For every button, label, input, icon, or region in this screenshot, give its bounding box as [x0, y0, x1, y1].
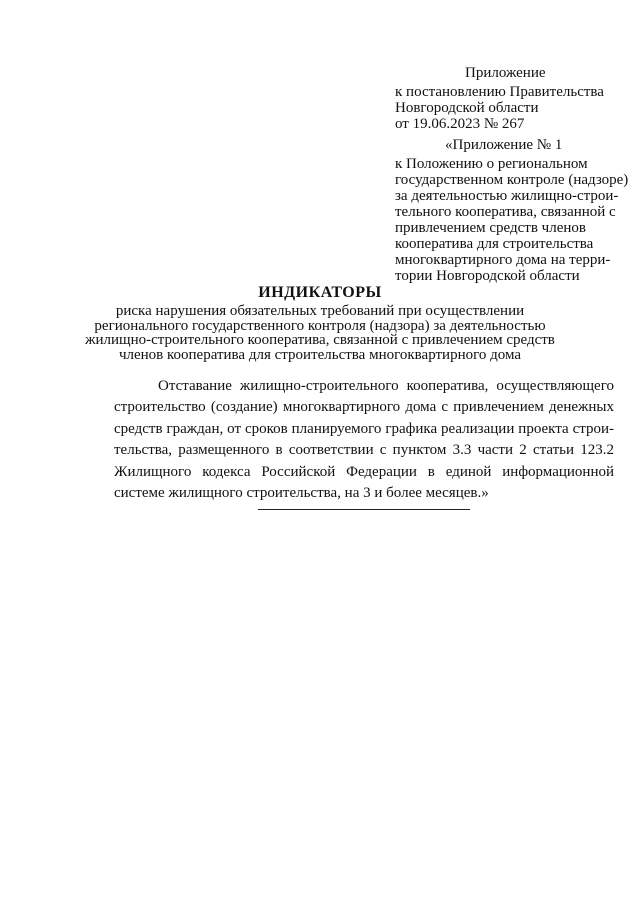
paragraph-line: средств граждан, от сроков планируемого графика реализации проекта строи- [114, 420, 614, 437]
paragraph-line: тельства, размещенного в соответствии с пунктом 3.3 части 2 статьи 123.2 [114, 442, 614, 459]
document-subtitle [0, 304, 640, 362]
document-title: ИНДИКАТОРЫ [258, 284, 382, 301]
appendix-line: от 19.06.2023 № 267 [395, 116, 525, 132]
inner-appendix-line: тельного кооператива, связанной с [395, 204, 616, 220]
inner-appendix-line: за деятельностью жилищно-строи- [395, 188, 619, 204]
appendix-title: Приложение [465, 65, 546, 81]
paragraph-line: Жилищного кодекса Российской Федерации в единой информационной [114, 463, 614, 480]
appendix-line: Новгородской области [395, 100, 539, 116]
indicator-paragraph [114, 376, 614, 504]
inner-appendix-title: «Приложение № 1 [445, 137, 563, 153]
inner-appendix-line: к Положению о региональном [395, 156, 588, 172]
subtitle-line: членов кооператива для строительства многоквартирного дома [118, 346, 522, 363]
appendix-line: к постановлению Правительства [395, 84, 604, 100]
appendix-reference [395, 84, 604, 132]
paragraph-line: системе жилищного строительства, на 3 и более месяцев.» [114, 485, 489, 502]
subtitle-line: регионального государственного контроля (надзора) за деятельностью [94, 317, 546, 334]
subtitle-line: жилищно-строительного кооператива, связанной с привлечением средств [85, 332, 555, 348]
inner-appendix-line: многоквартирного дома на терри- [395, 252, 611, 268]
inner-appendix-reference [395, 156, 628, 284]
inner-appendix-line: тории Новгородской области [395, 268, 580, 284]
subtitle-line: риска нарушения обязательных требований при осуществлении [115, 303, 525, 319]
paragraph-line: строительство (создание) многоквартирного дома с привлечением денежных [114, 399, 614, 416]
inner-appendix-line: государственном контроле (надзоре) [395, 172, 629, 188]
inner-appendix-line: кооператива для строительства [395, 236, 594, 252]
inner-appendix-line: привлечением средств членов [395, 220, 586, 236]
paragraph-line: Отставание жилищно-строительного кооператива, осуществляющего [158, 378, 614, 394]
closing-rule [258, 509, 470, 510]
